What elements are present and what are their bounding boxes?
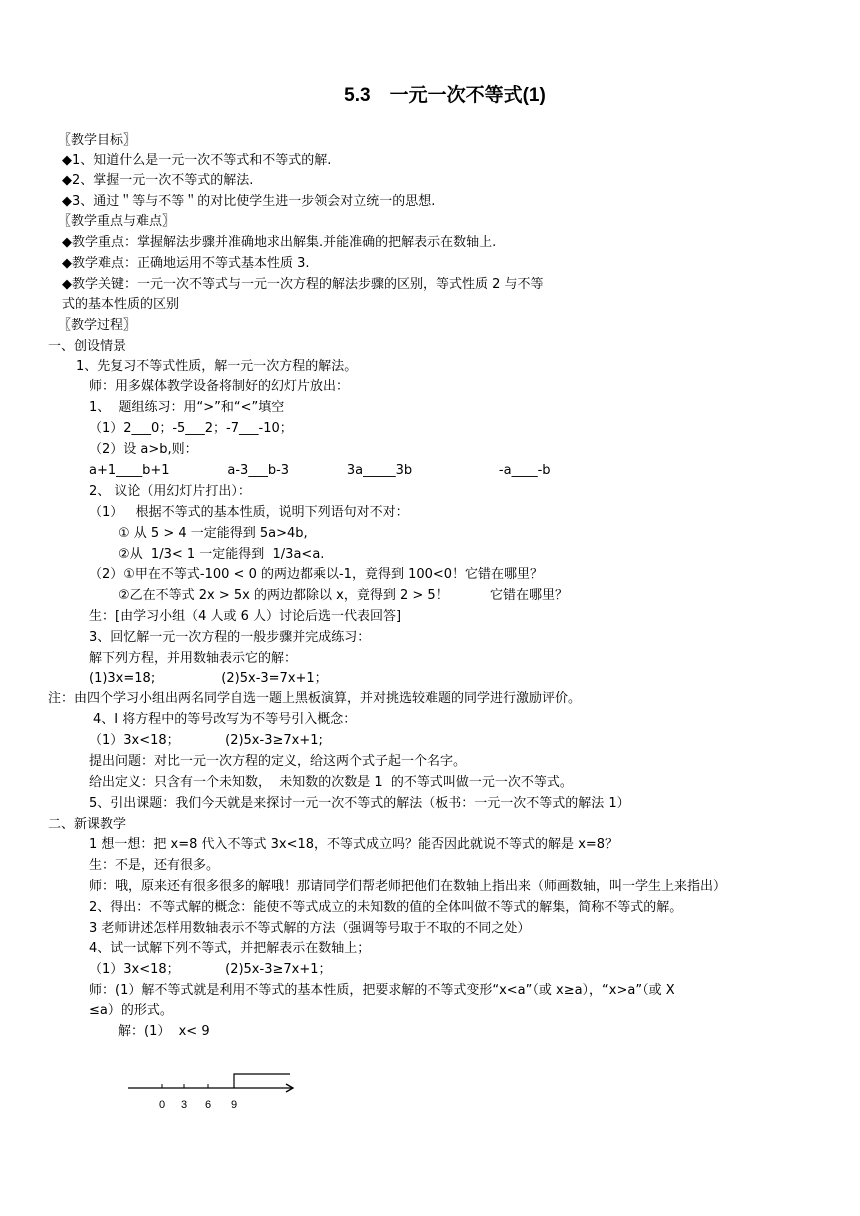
text-line: 师：(1）解不等式就是利用不等式的基本性质，把要求解的不等式变形“x<a”（或 x≥a），“x>a”（或 X [89, 983, 675, 998]
text-line: 2、得出：不等式解的概念：能使不等式成立的未知数的值的全体叫做不等式的解集，简称不等式的解。 [89, 900, 683, 915]
text-line: 式的基本性质的区别 [62, 297, 180, 312]
text-line: 4、I 将方程中的等号改写为不等号引入概念： [93, 712, 357, 727]
text-line: 生：[由学习小组（4 人或 6 人）讨论后选一代表回答] [89, 609, 402, 624]
text-line: 师：用多媒体教学设备将制好的幻灯片放出： [89, 379, 350, 394]
text-line: 给出定义：只含有一个未知数， 未知数的次数是 1 的不等式叫做一元一次不等式。 [89, 775, 573, 790]
text-line: ◆3、通过＂等与不等＂的对比使学生进一步领会对立统一的思想. [62, 194, 436, 209]
text-line: ②从 1/3< 1 一定能得到 1/3a<a. [118, 547, 325, 562]
text-line: 1、先复习不等式性质，解一元一次方程的解法。 [76, 359, 358, 374]
text-line: a+1____b+1 a-3___b-3 3a_____3b -a____-b [89, 463, 551, 478]
text-line: 〖教学过程〗 [58, 318, 137, 333]
text-line: 4、试一试解下列不等式，并把解表示在数轴上； [89, 941, 371, 956]
text-line: 〖教学重点与难点〗 [58, 214, 176, 229]
text-line: ◆教学难点：正确地运用不等式基本性质 3. [62, 256, 310, 271]
text-line: 生：不是，还有很多。 [89, 858, 220, 873]
tick-label: 3 [180, 1099, 188, 1111]
text-line: 解下列方程，并用数轴表示它的解： [89, 651, 298, 666]
text-line: （1）3x<18； (2)5x-3≥7x+1; [89, 733, 323, 748]
text-line: 1 想一想：把 x=8 代入不等式 3x<18，不等式成立吗？能否因此就说不等式的解是 x=8？ [89, 837, 619, 852]
text-line: 解：(1） x< 9 [118, 1024, 210, 1039]
text-line: 提出问题：对比一元一次方程的定义，给这两个式子起一个名字。 [89, 754, 467, 769]
text-line: 5、引出课题：我们今天就是来探讨一元一次不等式的解法（板书：一元一次不等式的解法 1） [89, 796, 630, 811]
text-line: ≤a）的形式。 [89, 1003, 173, 1018]
text-line: （2）①甲在不等式-100 < 0 的两边都乘以-1，竟得到 100<0！它错在哪里？ [89, 567, 544, 582]
tick-label: 6 [204, 1099, 212, 1111]
text-line: ◆教学关键：一元一次不等式与一元一次方程的解法步骤的区别，等式性质 2 与不等 [62, 277, 544, 292]
text-line: 3、回忆解一元一次方程的一般步骤并完成练习： [89, 630, 371, 645]
text-line: 一、创设情景 [48, 339, 127, 354]
text-line: 3 老师讲述怎样用数轴表示不等式解的方法（强调等号取于不取的不同之处） [89, 921, 531, 936]
text-line: 〖教学目标〗 [58, 133, 137, 148]
number-line-figure [128, 1066, 308, 1116]
text-line: ◆教学重点：掌握解法步骤并准确地求出解集.并能准确的把解表示在数轴上. [62, 235, 497, 250]
text-line: 师：哦，原来还有很多很多的解哦！那请同学们帮老师把他们在数轴上指出来（师画数轴，叫一学生上来指出） [89, 879, 727, 894]
text-line: 2、 议论（用幻灯片打出）： [89, 484, 251, 499]
page-title: 5.3 一元一次不等式(1) [344, 85, 546, 106]
text-line: 注：由四个学习小组出两名同学自选一题上黑板演算，并对挑选较难题的同学进行激励评价。 [48, 691, 582, 706]
text-line: ◆2、掌握一元一次不等式的解法. [62, 173, 254, 188]
tick-label: 9 [230, 1099, 238, 1111]
text-line: 1、 题组练习：用“>”和“<”填空 [89, 400, 285, 415]
text-line: ◆1、知道什么是一元一次不等式和不等式的解. [62, 153, 332, 168]
text-line: （1） 根据不等式的基本性质，说明下列语句对不对： [89, 505, 409, 520]
text-line: (1)3x=18; (2)5x-3=7x+1； [89, 671, 328, 686]
text-line: ① 从 5 > 4 一定能得到 5a>4b, [118, 526, 308, 541]
text-line: （2）设 a>b,则： [89, 442, 198, 457]
text-line: 二、新课教学 [48, 817, 127, 832]
tick-label: 0 [158, 1099, 166, 1111]
text-line: （1）3x<18； (2)5x-3≥7x+1； [89, 962, 332, 977]
text-line: （1）2___0；-5___2；-7___-10； [89, 421, 293, 436]
solution-bracket [234, 1074, 290, 1088]
text-line: ②乙在不等式 2x > 5x 的两边都除以 x，竟得到 2 > 5！ 它错在哪里？ [118, 588, 568, 603]
